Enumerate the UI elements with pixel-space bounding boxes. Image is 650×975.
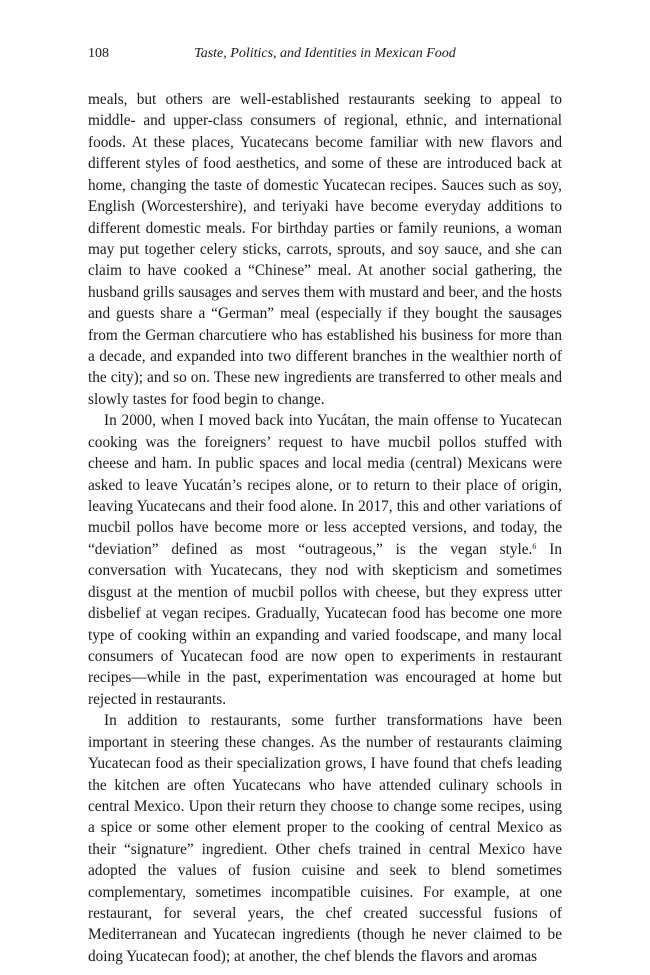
paragraph-continued: meals, but others are well-established restaurants seeking to appeal to middle- and upper-class consumers of regional, ethnic, and international foods. At these places, Yucatecans become familiar with new flavors and different styles of food aesthetics, and some of these are introduced back at home, changing the taste of domestic Yucatecan recipes. Sauces such as soy, English (Worcestershire), and teriyaki have become everyday additions to different domestic meals. For birthday parties or family reunions, a woman may put together celery sticks, carrots, sprouts, and soy sauce, and she can claim to have cooked a “Chinese” meal. At another social gathering, the husband grills sausages and serves them with mustard and beer, and the hosts and guests share a “German” meal (especially if they bought the sausages from the German charcutiere who has established his business for more than a decade, and expanded into two different branches in the wealthier north of the city); and so on. These new ingredients are transferred to other meals and slowly tastes for food begin to change. xyxy=(88,91,562,408)
paragraph-text-after-note: In conversation with Yucatecans, they nod with skepticism and sometimes disgust at the mention of mucbil pollos with cheese, but they express utter disbelief at vegan recipes. Gradually, Yucatecan food has become one more type of cooking within an expanding and varied foodscape, and many local consumers of Yucatecan food are now open to experiments in restaurant recipes—while in the past, experimentation was encouraged at home but rejected in restaurants. xyxy=(88,540,562,708)
endnote-marker[interactable]: 6 xyxy=(532,541,537,551)
running-title: Taste, Politics, and Identities in Mexican Food xyxy=(194,46,456,61)
paragraph-restaurants: In addition to restaurants, some further transformations have been important in steering these changes. As the number of restaurants claiming Yucatecan food as their specialization grows, I have found that chefs leading the kitchen are often Yucatecans who have attended culinary schools in central Mexico. Upon their return they choose to change some recipes, using a spice or some other element proper to the cooking of central Mexico as their “signature” ingredient. Other chefs trained in central Mexico have adopted the values of fusion cuisine and seek to blend sometimes complementary, sometimes incompatible cuisines. For example, at one restaurant, for several years, the chef created successful fusions of Mediterranean and Yucatecan ingredients (though he never claimed to be doing Yucatecan food); at another, the chef blends the flavors and aromas xyxy=(88,712,562,965)
paragraph-mucbil-pollos xyxy=(88,410,562,710)
body-text xyxy=(88,89,562,967)
running-head xyxy=(88,44,562,64)
page-number: 108 xyxy=(88,46,109,61)
paragraph-text-before-note: In 2000, when I moved back into Yucátan, the main offense to Yucatecan cooking was the foreigners’ request to have mucbil pollos stuffed with cheese and ham. In public spaces and local media (central) Mexicans were asked to leave Yucatán’s recipes alone, or to return to their place of origin, leaving Yucatecans and their food alone. In 2017, this and other variations of mucbil pollos have become more or less accepted versions, and today, the “deviation” defined as most “outrageous,” is the vegan style. xyxy=(88,412,562,558)
